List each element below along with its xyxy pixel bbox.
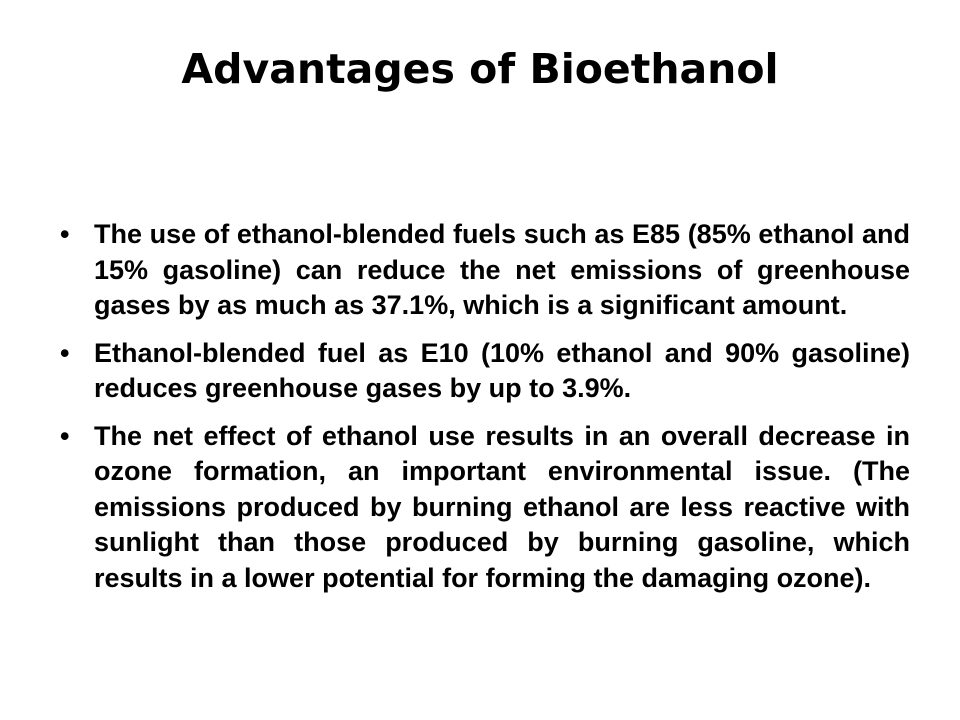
bullet-text: Ethanol-blended fuel as E10 (10% ethanol and 90% gasoline) reduces greenhouse gases by up to 3.9%.	[94, 337, 910, 403]
bullet-text: The net effect of ethanol use results in an overall decrease in ozone formation, an important environmental issue. (The emissions produced by burning ethanol are less reactive with sunlight than those produced by burning gasoline, which results in a lower potential for forming the damaging ozone).	[94, 420, 910, 593]
bullet-item	[60, 217, 910, 324]
bullet-list	[60, 217, 910, 596]
bullet-icon: •	[60, 420, 70, 451]
bullet-item	[60, 336, 910, 407]
bullet-icon: •	[60, 219, 70, 249]
bullet-icon: •	[60, 337, 70, 368]
bullet-text: The use of ethanol-blended fuels such as E85 (85% ethanol and 15% gasoline) can reduce the net emissions of greenhouse gases by as much as 37.1%, which is a significant amount.	[94, 219, 910, 320]
slide-title: Advantages of Bioethanol	[181, 45, 779, 93]
bullet-item	[60, 419, 910, 597]
